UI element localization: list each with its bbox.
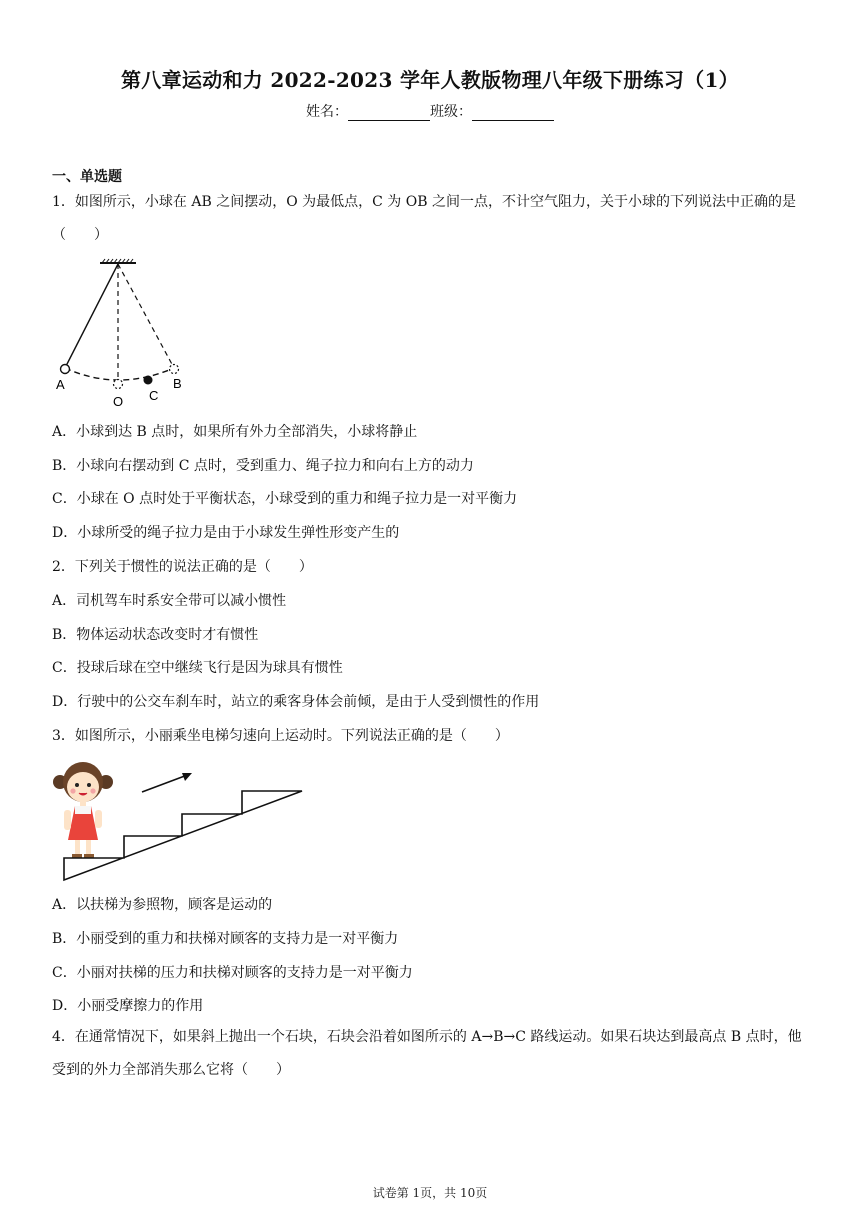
page-footer: 试卷第 1页，共 10页: [372, 1186, 488, 1200]
question-1-option-b: B．小球向右摆动到 C 点时，受到重力、绳子拉力和向右上方的动力: [52, 458, 474, 474]
question-1-option-c: C．小球在 O 点时处于平衡状态，小球受到的重力和绳子拉力是一对平衡力: [52, 491, 518, 507]
label-c: C: [149, 388, 159, 403]
question-3-option-c: C．小丽对扶梯的压力和扶梯对顾客的支持力是一对平衡力: [52, 965, 413, 981]
question-3-stem: 3．如图所示，小丽乘坐电梯匀速向上运动时。下列说法正确的是（ ）: [52, 728, 509, 744]
ball-o: [114, 380, 123, 389]
ceiling-hatch: [100, 259, 136, 263]
escalator-figure: [52, 752, 312, 886]
question-3-option-d: D．小丽受摩擦力的作用: [52, 998, 204, 1014]
question-1-stem: 1．如图所示，小球在 AB 之间摆动，O 为最低点，C 为 OB 之间一点，不计空气阻力，关于小球的下列说法中正确的是（ ）: [52, 194, 796, 243]
page-title: 第八章运动和力 2022-2023 学年人教版物理八年级下册练习（1）: [121, 68, 739, 92]
ball-b: [170, 365, 179, 374]
question-2-option-a: A．司机驾车时系安全带可以减小惯性: [52, 593, 287, 609]
class-label: 班级：: [430, 104, 472, 120]
ball-a: [61, 365, 70, 374]
swing-arc: [65, 368, 174, 380]
question-2-option-c: C．投球后球在空中继续飞行是因为球具有惯性: [52, 660, 343, 676]
name-class-line: [0, 101, 860, 121]
label-o: O: [113, 394, 124, 409]
question-3-option-b: B．小丽受到的重力和扶梯对顾客的支持力是一对平衡力: [52, 931, 399, 947]
label-a: A: [56, 377, 65, 392]
question-4-stem: 4．在通常情况下，如果斜上抛出一个石块，石块会沿着如图所示的 A→B→C 路线运动。如果石块达到最高点 B 点时，他受到的外力全部消失那么它将（ ）: [52, 1029, 802, 1078]
string-left: [65, 264, 118, 368]
escalator-steps: [64, 791, 302, 880]
label-b: B: [173, 376, 182, 391]
name-label: 姓名：: [306, 104, 348, 120]
question-3-option-a: A．以扶梯为参照物，顾客是运动的: [52, 897, 273, 913]
question-2-stem: 2．下列关于惯性的说法正确的是（ ）: [52, 559, 313, 575]
question-1-option-a: A．小球到达 B 点时，如果所有外力全部消失，小球将静止: [52, 424, 418, 440]
name-blank: [348, 106, 430, 121]
question-2-option-d: D．行驶中的公交车刹车时，站立的乘客身体会前倾，是由于人受到惯性的作用: [52, 694, 540, 710]
class-blank: [472, 106, 554, 121]
ball-c: [144, 376, 153, 385]
arrow-icon: [142, 773, 192, 792]
girl-illustration: [53, 762, 113, 858]
question-1-option-d: D．小球所受的绳子拉力是由于小球发生弹性形变产生的: [52, 525, 400, 541]
string-right: [118, 264, 174, 368]
question-2-option-b: B．物体运动状态改变时才有惯性: [52, 627, 259, 643]
pendulum-figure: [52, 258, 202, 410]
section-title: 一、单选题: [52, 169, 122, 185]
